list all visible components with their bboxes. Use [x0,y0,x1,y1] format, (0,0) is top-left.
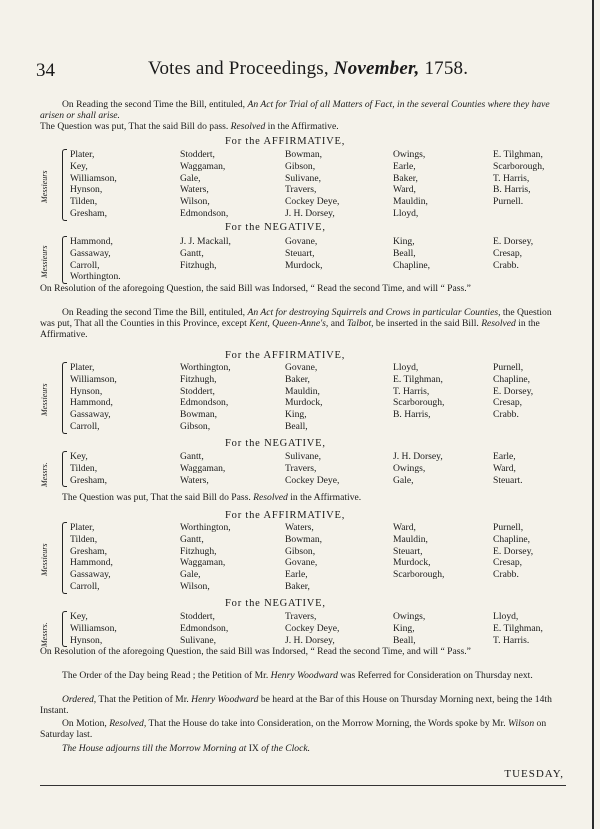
member-name: Gale, [180,172,201,184]
member-name: J. H. Dorsey, [285,207,335,219]
member-name: Fitzhugh, [180,373,217,385]
member-name: Fitzhugh, [180,259,217,271]
member-name: Waggaman, [180,462,226,474]
member-name: Govane, [285,557,318,569]
member-name: Gresham, [70,545,108,557]
running-head [148,58,468,80]
p7-ordered: Ordered, [62,694,97,705]
messieurs-label: Messieurs [40,383,49,416]
p1-title: An Act for Trial of all Matters of Fact, in the several Counties where they have arisen or shall arise. [40,99,550,122]
member-name: Williamson, [70,622,117,634]
name-column [393,236,430,271]
member-name: Cresap, [493,247,523,259]
paragraph-bill-squirrels [40,307,566,341]
member-name: Beall, [285,420,308,432]
member-name: E. Tilghman, [493,149,543,160]
member-name: Sulivane, [180,634,216,646]
member-name: Cockey Deye, [285,622,340,634]
paragraph-question-1 [40,121,566,132]
name-column [180,611,228,646]
running-head-year: 1758. [424,58,469,79]
name-column [70,149,117,220]
p3-title: An Act for destroying Squirrels and Crows in particular Counties, [247,307,501,318]
member-name: Gassaway, [70,569,111,581]
member-name: Key, [70,160,88,172]
member-name: Stoddert, [180,149,215,160]
member-name: Baker, [285,373,310,385]
member-name: Travers, [285,611,317,622]
p9-italic: The House adjourns till the Morrow Morning at [62,743,247,754]
p6-text2: was Referred for Consideration on Thursday next. [337,670,533,681]
name-column [285,149,339,220]
member-name: Hynson, [70,634,103,646]
name-column [70,451,107,486]
name-column [393,611,425,646]
member-name: Govane, [285,362,318,373]
member-name: Chapline, [493,533,531,545]
member-name: E. Tilghman, [493,622,543,634]
name-column [285,362,323,433]
vote1-neg-heading: For the NEGATIVE, [225,222,326,233]
member-name: Steuart. [493,474,523,486]
member-name: Worthington. [70,271,121,283]
paragraph-ordered [40,694,566,716]
name-column [70,522,113,593]
name-column [285,451,339,486]
p7-text2: be heard at the Bar of this House on Thursday Morning next, being the 14th Instant. [40,694,552,717]
name-column [493,149,544,208]
member-name: Wilson, [180,580,210,592]
p3-text4: be inserted in the said Bill. [373,318,482,330]
paragraph-indorsed-2 [40,646,566,657]
member-name: Scarborough, [393,569,445,581]
vote2-aff-heading: For the AFFIRMATIVE, [225,350,346,361]
p3-resolved: Resolved [481,318,516,330]
member-name: Baker, [393,172,418,184]
name-column [285,236,323,271]
p8-name: Wilson [508,718,535,729]
p8-text3: on Saturday last. [40,718,547,741]
vote3-aff-heading: For the AFFIRMATIVE, [225,510,346,521]
member-name: Travers, [285,462,317,474]
member-name: Waters, [180,184,209,196]
member-name: King, [285,409,307,421]
p3-text: On Reading the second Time the Bill, entituled, [62,307,248,318]
name-column [285,611,339,646]
member-name: Edmondson, [180,397,229,409]
p5-text: On Resolution of the aforegoing Question, the said Bill was Indorsed, “ Read the second Time, and will “ Pass.” [40,646,471,657]
member-name: Owings, [393,149,426,160]
p3-text3: and [328,318,347,330]
p2-text: On Resolution of the aforegoing Question, the said Bill was Indorsed, “ Read the second Time, and will “ Pass.” [40,283,471,294]
member-name: Owings, [393,611,426,622]
member-name: Mauldin, [393,196,428,208]
member-name: Mauldin, [393,533,428,545]
member-name: E. Dorsey, [493,236,534,247]
p7-name: Henry Woodward [191,694,259,705]
member-name: E. Tilghman, [393,373,443,385]
vote3-neg-heading: For the NEGATIVE, [225,598,326,609]
messieurs-label: Messieurs [40,170,49,203]
messieurs-label: Messrs. [40,622,49,647]
member-name: Worthington, [180,522,231,533]
name-column [285,522,322,593]
p8-text2: That the House do take into Consideration, on the Morrow Morning, the Words spoke by Mr. [146,718,509,729]
member-name: Earle, [285,569,308,581]
member-name: Carroll, [70,420,100,432]
name-column [180,362,231,433]
vote2-neg-heading: For the NEGATIVE, [225,438,326,449]
member-name: Beall, [393,634,416,646]
name-column [180,236,231,271]
name-column [180,451,225,486]
member-name: Crabb. [493,259,519,271]
paragraph-adjourns [40,743,566,754]
member-name: Gibson, [285,160,316,172]
member-name: Gresham, [70,207,108,219]
member-name: Gibson, [180,420,211,432]
name-column [493,451,523,486]
running-head-title: Votes and Proceedings, [148,58,329,79]
member-name: Lloyd, [493,611,519,622]
p1-text: On Reading the second Time the Bill, entituled, [62,99,248,110]
member-name: Hynson, [70,385,103,397]
member-name: B. Harris, [393,409,431,421]
member-name: Ward, [393,184,416,196]
member-name: Wilson, [180,196,210,208]
name-column [493,611,543,646]
member-name: Bowman, [180,409,218,421]
member-name: Waggaman, [180,557,226,569]
member-name: Chapline, [493,373,531,385]
messieurs-label: Messieurs [40,543,49,576]
p4-resolved: Resolved [253,492,288,503]
vote1-aff-heading: For the AFFIRMATIVE, [225,136,346,147]
member-name: Worthington, [180,362,231,373]
member-name: Waters, [180,474,209,486]
member-name: Murdock, [285,259,323,271]
p8-resolved: Resolved, [109,718,147,729]
member-name: Travers, [285,184,317,196]
member-name: Beall, [393,247,416,259]
brace [62,522,67,594]
name-column [393,451,443,486]
member-name: Plater, [70,362,95,373]
member-name: Purnell. [493,196,524,208]
member-name: Stoddert, [180,385,215,397]
p9-text: IX [246,743,262,754]
member-name: Lloyd, [393,207,419,219]
name-column [180,522,231,593]
member-name: Gale, [393,474,414,486]
paragraph-question-2 [40,492,566,503]
member-name: Hammond, [70,397,113,409]
member-name: Gantt, [180,247,204,259]
name-column [493,522,533,581]
member-name: Edmondson, [180,622,229,634]
member-name: B. Harris, [493,184,531,196]
member-name: Mauldin, [285,385,320,397]
name-column [70,362,117,433]
page-number: 34 [36,60,55,81]
member-name: Gale, [180,569,201,581]
p3-text2: the Question was put, That all the Counties in this Province, except [40,307,552,330]
member-name: King, [393,236,415,247]
member-name: T. Harris. [493,634,530,646]
member-name: J. J. Mackall, [180,236,231,247]
member-name: Stoddert, [180,611,215,622]
messieurs-label: Messrs. [40,462,49,487]
member-name: Steuart, [393,545,423,557]
member-name: Plater, [70,149,95,160]
member-name: Baker, [285,580,310,592]
member-name: Carroll, [70,580,100,592]
brace [62,611,67,647]
member-name: Earle, [493,451,516,462]
member-name: Sulivane, [285,172,321,184]
paragraph-motion [40,718,566,740]
p4-text: The Question was put, That the said Bill do Pass. [62,492,251,503]
member-name: Tilden, [70,196,98,208]
member-name: Sulivane, [285,451,321,462]
member-name: Williamson, [70,373,117,385]
member-name: Gassaway, [70,409,111,421]
member-name: Cockey Deye, [285,474,340,486]
brace [62,236,67,284]
member-name: Murdock, [393,557,431,569]
member-name: Carroll, [70,259,100,271]
name-column [393,522,444,581]
member-name: Fitzhugh, [180,545,217,557]
member-name: Chapline, [393,259,431,271]
member-name: Edmondson, [180,207,229,219]
member-name: J. H. Dorsey, [285,634,335,646]
p7-text: That the Petition of Mr. [96,694,192,705]
member-name: Bowman, [285,149,323,160]
name-column [393,362,444,421]
p3-text5: in the Affirmative. [40,318,540,341]
member-name: Tilden, [70,462,98,474]
member-name: Gantt, [180,533,204,545]
member-name: Gibson, [285,545,316,557]
member-name: Hammond, [70,236,113,247]
p8-text: On Motion, [62,718,110,729]
messieurs-label: Messieurs [40,245,49,278]
member-name: E. Dorsey, [493,545,534,557]
member-name: Ward, [493,462,516,474]
member-name: Steuart, [285,247,315,259]
member-name: Key, [70,451,88,462]
p1b-text: The Question was put, That the said Bill do pass. [40,121,229,132]
footer-rule [40,785,566,786]
name-column [493,362,533,421]
name-column [393,149,428,220]
paragraph-indorsed-1 [40,283,566,294]
member-name: Hammond, [70,557,113,569]
member-name: Key, [70,611,88,622]
member-name: Crabb. [493,409,519,421]
brace [62,149,67,221]
member-name: Cockey Deye, [285,196,340,208]
p9-italic2: of the Clock. [261,743,311,754]
member-name: T. Harris, [493,172,530,184]
paragraph-order-of-day [40,670,566,681]
member-name: Gantt, [180,451,204,462]
member-name: Waters, [285,522,314,533]
member-name: Purnell, [493,362,524,373]
member-name: Williamson, [70,172,117,184]
member-name: Scarborough, [493,160,545,172]
member-name: Govane, [285,236,318,247]
brace [62,362,67,434]
p6-text: The Order of the Day being Read ; the Petition of Mr. [62,670,271,681]
member-name: Scarborough, [393,397,445,409]
p1b-resolved: Resolved [230,121,266,132]
name-column [493,236,533,271]
member-name: J. H. Dorsey, [393,451,443,462]
p3-counties: Kent, Queen-Anne's, [249,318,329,330]
member-name: Gassaway, [70,247,111,259]
member-name: Cresap, [493,397,523,409]
name-column [70,236,121,283]
member-name: King, [393,622,415,634]
running-head-month: November, [333,58,420,79]
member-name: Cresap, [493,557,523,569]
member-name: Lloyd, [393,362,419,373]
page-edge-rule [592,0,594,829]
member-name: Bowman, [285,533,323,545]
member-name: Waggaman, [180,160,226,172]
member-name: Gresham, [70,474,108,486]
member-name: Hynson, [70,184,103,196]
member-name: Plater, [70,522,95,533]
member-name: E. Dorsey, [493,385,534,397]
name-column [180,149,228,220]
catchword: TUESDAY, [504,768,564,780]
member-name: Tilden, [70,533,98,545]
member-name: Purnell, [493,522,524,533]
p3-talbot: Talbot, [346,318,374,330]
member-name: T. Harris, [393,385,430,397]
name-column [70,611,117,646]
member-name: Owings, [393,462,426,474]
brace [62,451,67,487]
p1b-end: in the Affirmative. [267,121,339,132]
p6-name: Henry Woodward [270,670,338,681]
member-name: Earle, [393,160,416,172]
paragraph-bill-trial [40,99,566,121]
p4-end: in the Affirmative. [290,492,362,503]
member-name: Crabb. [493,569,519,581]
member-name: Murdock, [285,397,323,409]
member-name: Ward, [393,522,416,533]
